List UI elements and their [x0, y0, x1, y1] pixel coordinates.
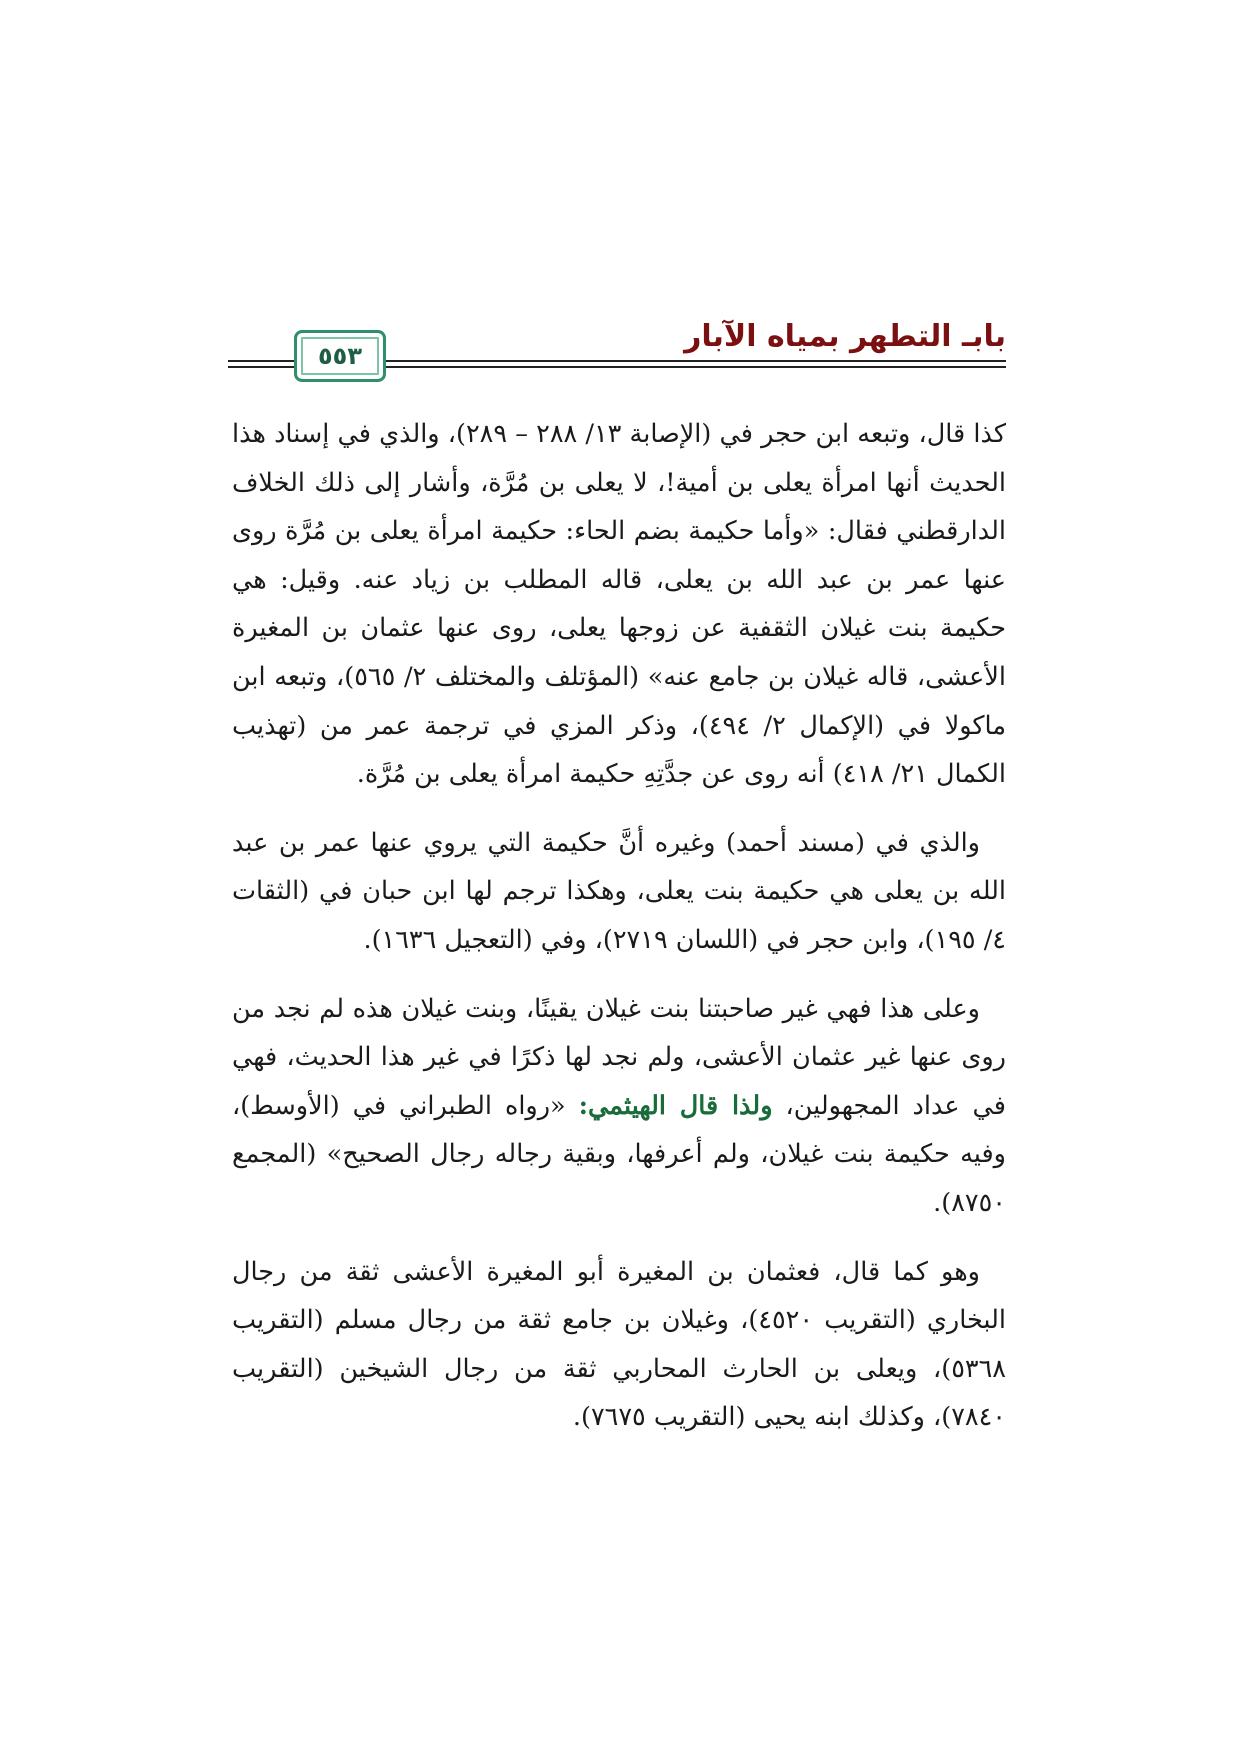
- paragraph-2: والذي في (مسند أحمد) وغيره أنَّ حكيمة التي يروي عنها عمر بن عبد الله بن يعلى هي حكيمة بنت يعلى، وهكذا ترجم لها ابن حبان في (الثقات ٤/ ١٩٥)، وابن حجر في (اللسان ٢٧١٩)، وفي (التعجيل ١٦٣٦).: [232, 827, 1006, 955]
- paragraph-3-text-before: وعلى هذا فهي غير صاحبتنا بنت غيلان يقينًا، وبنت غيلان هذه لم نجد من روى عنها غير عثمان الأعشى، ولم نجد لها ذكرًا في غير هذا الحديث، فهي في عداد المجهولين،: [232, 993, 1006, 1121]
- highlighted-phrase: ولذا قال الهيثمي:: [578, 1090, 773, 1121]
- paragraph-3-text-after: «رواه الطبراني في (الأوسط)، وفيه حكيمة بنت غيلان، ولم أعرفها، وبقية رجاله رجال الصحيح» (المجمع ٨٧٥٠).: [232, 1090, 1006, 1218]
- page-body: [232, 410, 1006, 1462]
- paragraph-4: وهو كما قال، فعثمان بن المغيرة أبو المغيرة الأعشى ثقة من رجال البخاري (التقريب ٤٥٢٠)، وغيلان بن جامع ثقة من رجال مسلم (التقريب ٥٣٦٨)، ويعلى بن الحارث المحاربي ثقة من رجال الشيخين (التقريب ٧٨٤٠)، وكذلك ابنه يحيى (التقريب ٧٦٧٥).: [232, 1256, 1006, 1433]
- paragraph-1: كذا قال، وتبعه ابن حجر في (الإصابة ١٣/ ٢٨٨ – ٢٨٩)، والذي في إسناد هذا الحديث أنها امرأة يعلى بن أمية!، لا يعلى بن مُرَّة، وأشار إلى ذلك الخلاف الدارقطني فقال: «وأما حكيمة بضم الحاء: حكيمة امرأة يعلى بن مُرَّة روى عنها عمر بن عبد الله بن يعلى، قاله المطلب بن زياد عنه. وقيل: هي حكيمة بنت غيلان الثقفية عن زوجها يعلى، روى عنها عثمان بن المغيرة الأعشى، قاله غيلان بن جامع عنه» (المؤتلف والمختلف ٢/ ٥٦٥)، وتبعه ابن ماكولا في (الإكمال ٢/ ٤٩٤)، وذكر المزي في ترجمة عمر من (تهذيب الكمال ٢١/ ٤١٨) أنه روى عن جدَّتِهِ حكيمة امرأة يعلى بن مُرَّة.: [232, 419, 1007, 790]
- chapter-title: بابـ التطهر بمياه الآبار: [684, 319, 1006, 354]
- paragraph-3: [232, 985, 1006, 1228]
- page-number: ٥٥٣: [318, 342, 362, 370]
- page-number-badge: [294, 330, 386, 382]
- page-header: [228, 318, 1006, 386]
